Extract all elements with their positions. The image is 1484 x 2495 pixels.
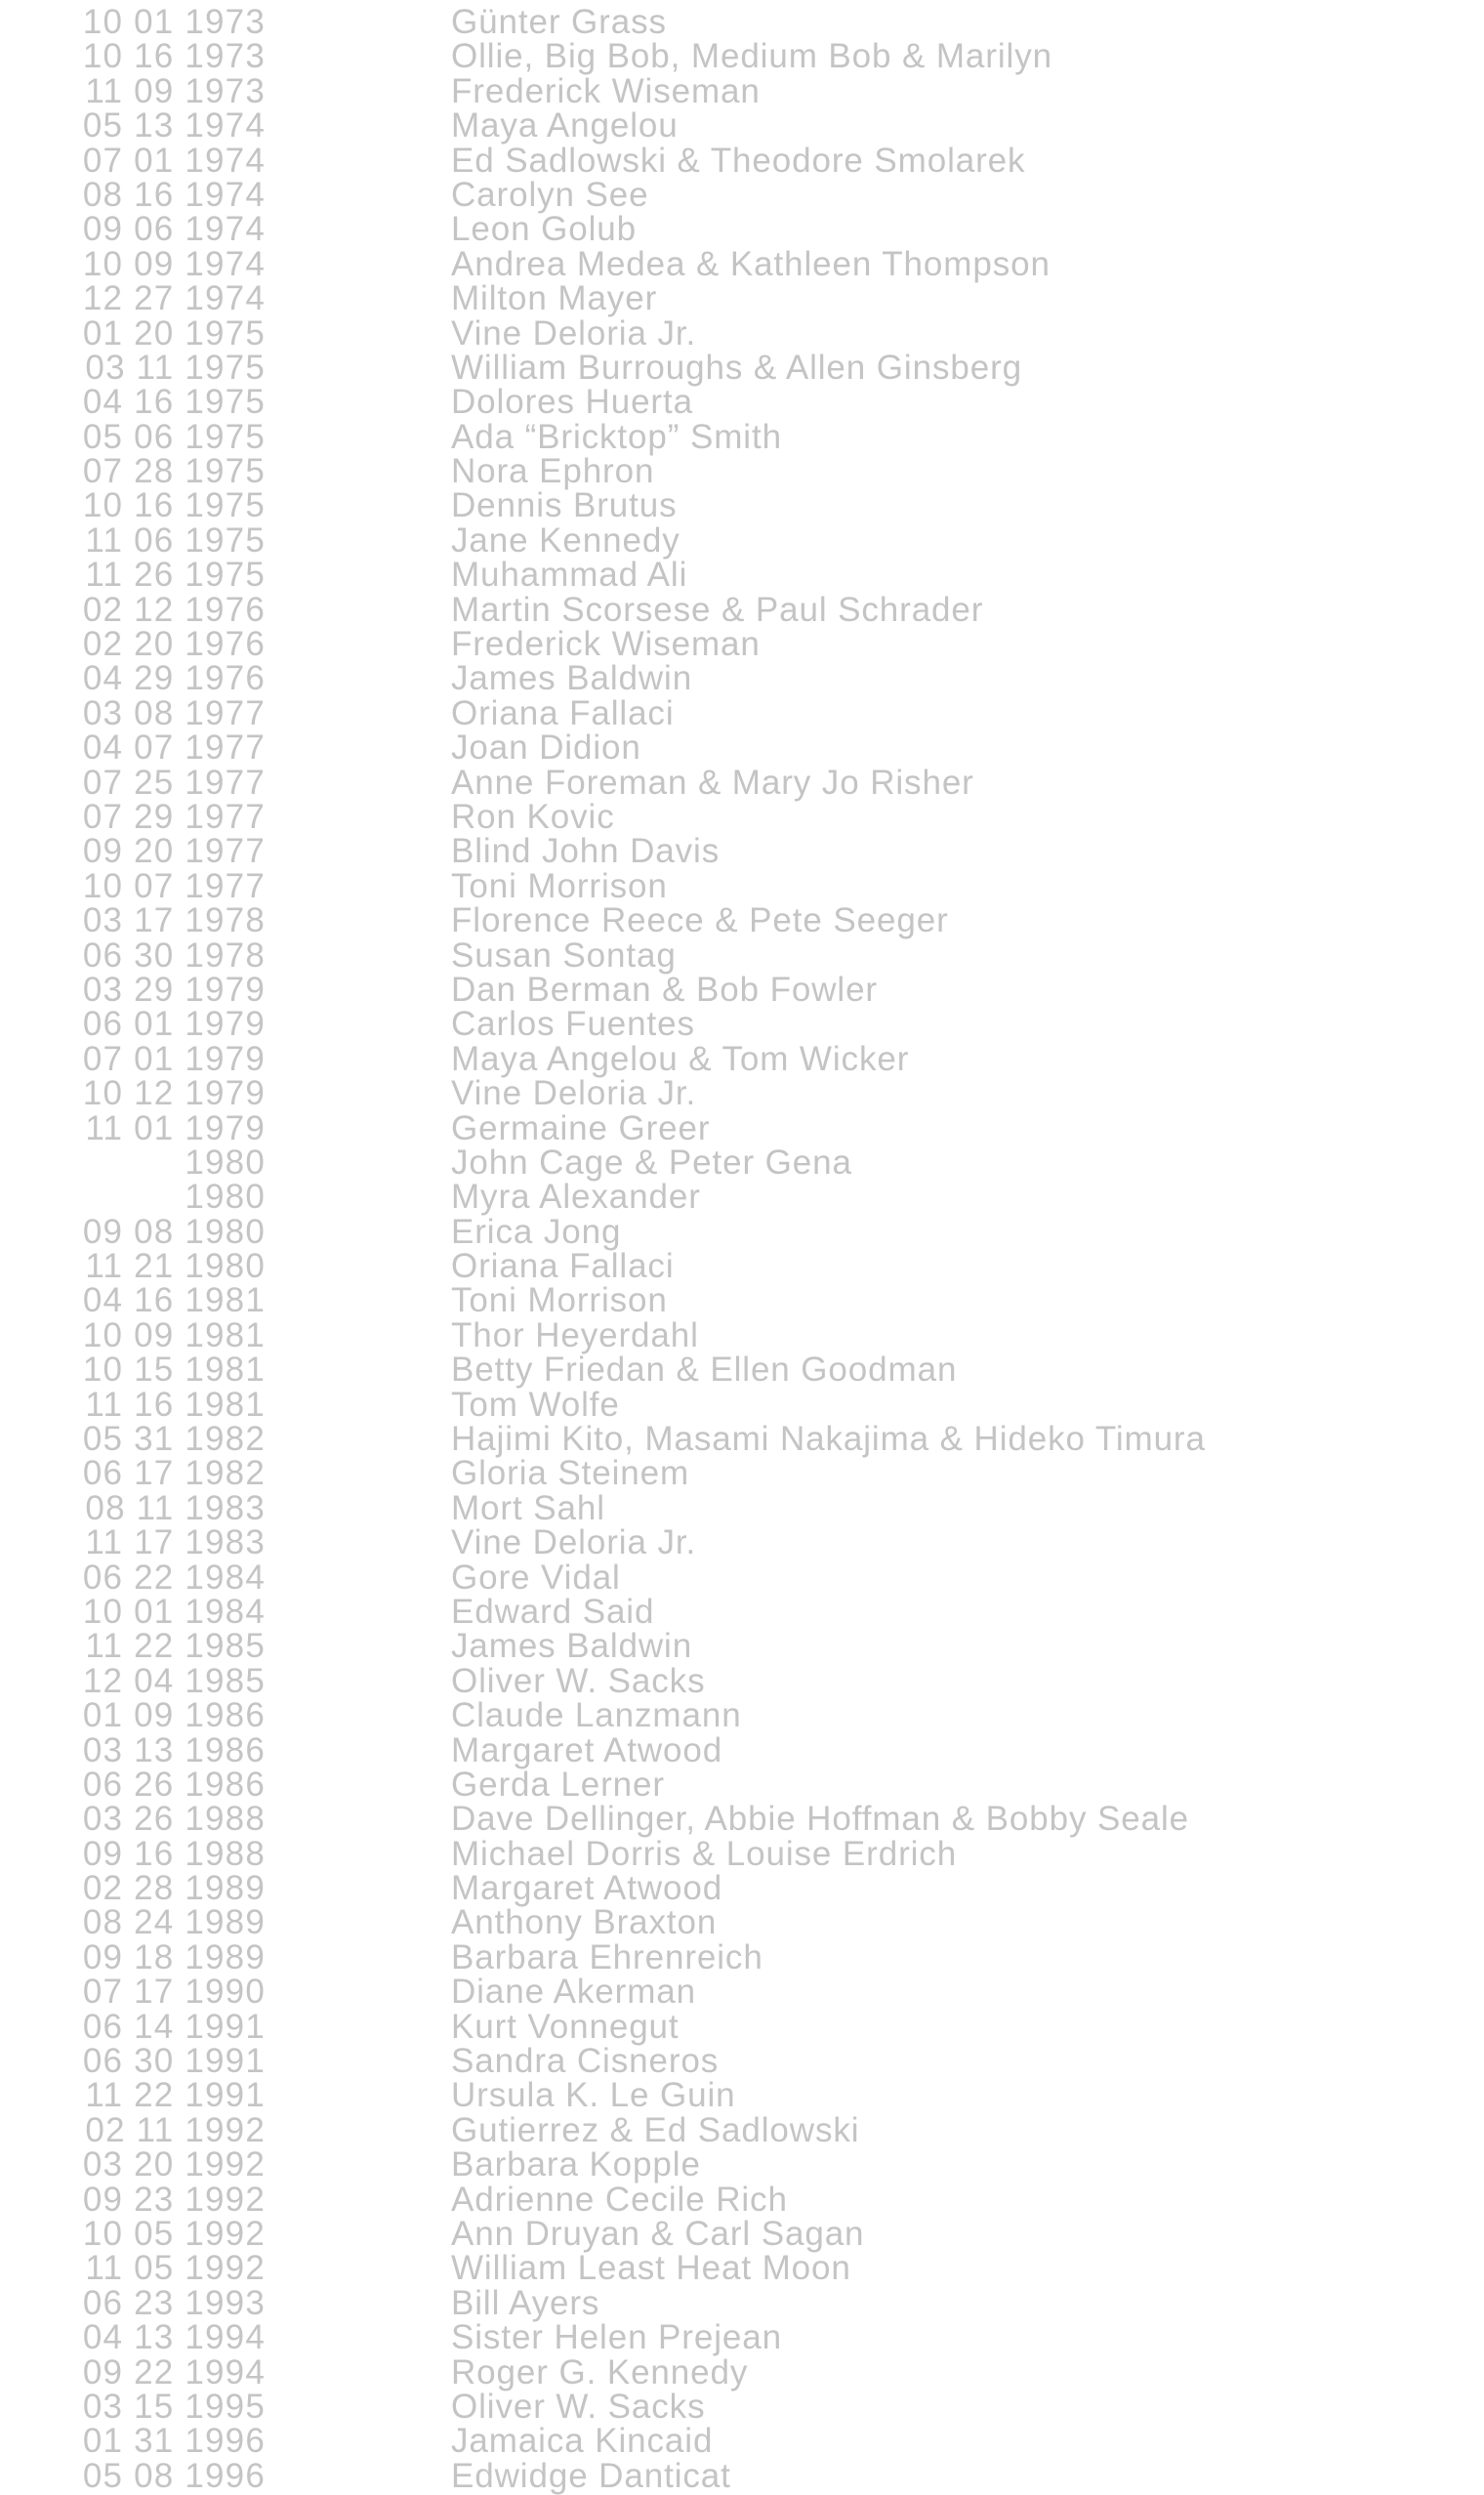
list-item xyxy=(0,2042,1484,2081)
event-name: Sister Helen Prejean xyxy=(451,2318,782,2357)
list-item xyxy=(0,1903,1484,1942)
event-date: 11 21 1980 xyxy=(85,1247,266,1286)
event-name: Thor Heyerdahl xyxy=(451,1315,699,1354)
event-date: 07 28 1975 xyxy=(82,452,266,491)
list-item xyxy=(0,625,1484,664)
event-name: Blind John Davis xyxy=(451,832,721,871)
event-date: 11 17 1983 xyxy=(85,1523,266,1562)
event-date: 07 29 1977 xyxy=(82,797,266,836)
event-date: 04 29 1976 xyxy=(82,659,266,698)
list-item xyxy=(0,728,1484,768)
list-item xyxy=(0,1869,1484,1908)
event-date: 08 24 1989 xyxy=(82,1903,266,1942)
event-date: 06 22 1984 xyxy=(82,1558,266,1597)
list-item xyxy=(0,106,1484,146)
event-date: 10 05 1992 xyxy=(82,2215,266,2253)
list-item xyxy=(0,970,1484,1009)
event-date: 06 01 1979 xyxy=(82,1005,266,1044)
event-date: 10 01 1973 xyxy=(82,3,266,41)
event-name: Barbara Ehrenreich xyxy=(451,1937,763,1976)
event-name: Gutierrez & Ed Sadlowski xyxy=(451,2110,860,2149)
event-name: Ann Druyan & Carl Sagan xyxy=(451,2215,865,2253)
event-name: Betty Friedan & Ellen Goodman xyxy=(451,1351,958,1390)
event-name: Germaine Greer xyxy=(451,1108,711,1147)
event-date: 10 09 1981 xyxy=(82,1315,266,1354)
event-date: 08 16 1974 xyxy=(82,175,266,214)
event-name: Claude Lanzmann xyxy=(451,1696,742,1735)
list-item xyxy=(0,37,1484,76)
event-date: 02 28 1989 xyxy=(82,1869,266,1908)
event-date: 1980 xyxy=(185,1143,266,1182)
event-date: 09 18 1989 xyxy=(82,1937,266,1976)
event-date: 06 30 1978 xyxy=(82,936,266,975)
event-name: Gore Vidal xyxy=(451,1558,621,1597)
event-name: Susan Sontag xyxy=(451,936,677,975)
list-item xyxy=(0,1937,1484,1976)
list-item xyxy=(0,2318,1484,2357)
event-name: Bill Ayers xyxy=(451,2283,600,2322)
list-item xyxy=(0,1145,1484,1180)
event-name: Margaret Atwood xyxy=(451,1869,723,1908)
event-name: Nora Ephron xyxy=(451,452,655,491)
list-item xyxy=(0,2007,1484,2046)
event-date: 1980 xyxy=(185,1178,266,1217)
list-item xyxy=(0,797,1484,836)
event-date: 03 26 1988 xyxy=(82,1800,266,1839)
event-name: Martin Scorsese & Paul Schrader xyxy=(451,590,984,629)
event-date: 03 11 1975 xyxy=(85,348,266,387)
event-date: 10 12 1979 xyxy=(82,1074,266,1113)
event-name: Leon Golub xyxy=(451,210,637,249)
event-name: James Baldwin xyxy=(451,1627,693,1666)
event-date: 06 14 1991 xyxy=(82,2007,266,2046)
list-item xyxy=(0,1834,1484,1873)
event-name: Ada “Bricktop” Smith xyxy=(451,417,782,456)
event-date: 03 20 1992 xyxy=(82,2145,266,2184)
event-name: Ursula K. Le Guin xyxy=(451,2076,736,2115)
event-name: Diane Akerman xyxy=(451,1973,696,2012)
event-date: 11 06 1975 xyxy=(85,520,266,560)
list-item xyxy=(0,1767,1484,1802)
event-date: 12 27 1974 xyxy=(82,279,266,318)
event-name: Milton Mayer xyxy=(451,279,658,318)
event-name: Dennis Brutus xyxy=(451,486,678,525)
event-date: 12 04 1985 xyxy=(82,1661,266,1700)
list-item xyxy=(0,938,1484,973)
event-date: 05 13 1974 xyxy=(82,106,266,146)
event-name: Muhammad Ali xyxy=(451,556,688,595)
list-item xyxy=(0,659,1484,698)
event-date: 11 01 1979 xyxy=(85,1108,266,1147)
event-name: Barbara Kopple xyxy=(451,2145,701,2184)
list-item xyxy=(0,1247,1484,1286)
list-item xyxy=(0,1315,1484,1354)
list-item xyxy=(0,1074,1484,1113)
event-name: William Least Heat Moon xyxy=(451,2249,851,2288)
event-name: Frederick Wiseman xyxy=(451,71,761,110)
list-item xyxy=(0,2249,1484,2288)
list-item xyxy=(0,2387,1484,2426)
event-date: 11 22 1991 xyxy=(85,2076,266,2115)
event-date: 03 15 1995 xyxy=(82,2387,266,2426)
event-date: 02 11 1992 xyxy=(85,2110,266,2149)
list-item xyxy=(0,2283,1484,2322)
event-date: 10 01 1984 xyxy=(82,1592,266,1631)
event-date: 11 05 1992 xyxy=(85,2249,266,2288)
event-name: Andrea Medea & Kathleen Thompson xyxy=(451,244,1051,283)
event-name: Oriana Fallaci xyxy=(451,693,675,732)
event-date: 10 07 1977 xyxy=(82,866,266,905)
event-date: 10 16 1973 xyxy=(82,37,266,76)
event-date: 10 15 1981 xyxy=(82,1351,266,1390)
event-name: Günter Grass xyxy=(451,3,667,41)
event-name: James Baldwin xyxy=(451,659,693,698)
event-date: 09 08 1980 xyxy=(82,1212,266,1251)
list-item xyxy=(0,1661,1484,1700)
event-name: Adrienne Cecile Rich xyxy=(451,2180,788,2219)
event-name: William Burroughs & Allen Ginsberg xyxy=(451,348,1022,387)
event-date: 03 29 1979 xyxy=(82,970,266,1009)
list-item xyxy=(0,1351,1484,1390)
event-name: Toni Morrison xyxy=(451,1281,668,1320)
event-name: Oriana Fallaci xyxy=(451,1247,675,1286)
event-date: 01 31 1996 xyxy=(82,2422,266,2461)
event-name: Ollie, Big Bob, Medium Bob & Marilyn xyxy=(451,37,1052,76)
list-item xyxy=(0,1385,1484,1424)
event-name: Michael Dorris & Louise Erdrich xyxy=(451,1834,958,1873)
event-name: Myra Alexander xyxy=(451,1178,701,1217)
event-name: Sandra Cisneros xyxy=(451,2042,720,2081)
event-name: Gloria Steinem xyxy=(451,1454,690,1493)
list-item xyxy=(0,1212,1484,1251)
event-date: 09 22 1994 xyxy=(82,2352,266,2391)
list-item xyxy=(0,452,1484,491)
event-date: 09 20 1977 xyxy=(82,832,266,871)
list-item xyxy=(0,348,1484,387)
event-name: Edward Said xyxy=(451,1592,655,1631)
event-name: Anthony Braxton xyxy=(451,1903,718,1942)
list-item xyxy=(0,2180,1484,2219)
list-item xyxy=(0,520,1484,560)
list-item xyxy=(0,175,1484,214)
list-item xyxy=(0,486,1484,525)
list-item xyxy=(0,832,1484,871)
list-item xyxy=(0,1973,1484,2012)
event-date: 04 07 1977 xyxy=(82,728,266,768)
list-item xyxy=(0,1488,1484,1527)
event-name: Maya Angelou & Tom Wicker xyxy=(451,1039,910,1078)
event-date: 03 17 1978 xyxy=(82,901,266,940)
event-date: 07 01 1974 xyxy=(82,141,266,180)
event-list xyxy=(0,5,1484,2493)
event-date: 11 22 1985 xyxy=(85,1627,266,1666)
event-date: 08 11 1983 xyxy=(85,1488,266,1527)
event-date: 03 08 1977 xyxy=(82,693,266,732)
list-item xyxy=(0,556,1484,595)
event-date: 10 16 1975 xyxy=(82,486,266,525)
event-name: John Cage & Peter Gena xyxy=(451,1143,852,1182)
event-date: 03 13 1986 xyxy=(82,1730,266,1769)
list-item xyxy=(0,1627,1484,1666)
event-name: Mort Sahl xyxy=(451,1488,605,1527)
event-name: Tom Wolfe xyxy=(451,1385,620,1424)
event-name: Vine Deloria Jr. xyxy=(451,1523,697,1562)
list-item xyxy=(0,2217,1484,2251)
event-date: 05 31 1982 xyxy=(82,1420,266,1459)
event-name: Jamaica Kincaid xyxy=(451,2422,714,2461)
event-name: Toni Morrison xyxy=(451,866,668,905)
list-item xyxy=(0,2422,1484,2461)
event-name: Kurt Vonnegut xyxy=(451,2007,680,2046)
list-item xyxy=(0,71,1484,110)
event-date: 09 23 1992 xyxy=(82,2180,266,2219)
list-item xyxy=(0,2147,1484,2182)
event-date: 11 16 1981 xyxy=(85,1385,266,1424)
event-date: 06 17 1982 xyxy=(82,1454,266,1493)
event-name: Vine Deloria Jr. xyxy=(451,313,697,353)
event-date: 02 20 1976 xyxy=(82,625,266,664)
list-item xyxy=(0,1454,1484,1493)
event-name: Dave Dellinger, Abbie Hoffman & Bobby Seale xyxy=(451,1800,1189,1839)
list-item xyxy=(0,2456,1484,2495)
event-name: Anne Foreman & Mary Jo Risher xyxy=(451,763,974,802)
event-name: Vine Deloria Jr. xyxy=(451,1074,697,1113)
list-item xyxy=(0,244,1484,283)
list-item xyxy=(0,1523,1484,1562)
list-item xyxy=(0,693,1484,732)
event-date: 02 12 1976 xyxy=(82,590,266,629)
event-name: Margaret Atwood xyxy=(451,1730,723,1769)
event-date: 01 20 1975 xyxy=(82,313,266,353)
event-name: Carolyn See xyxy=(451,175,649,214)
event-date: 04 13 1994 xyxy=(82,2318,266,2357)
list-item xyxy=(0,279,1484,318)
event-name: Ron Kovic xyxy=(451,797,615,836)
list-item xyxy=(0,866,1484,905)
list-item xyxy=(0,590,1484,629)
list-item xyxy=(0,5,1484,39)
list-item xyxy=(0,1560,1484,1595)
event-name: Dolores Huerta xyxy=(451,383,693,422)
list-item xyxy=(0,1108,1484,1147)
event-name: Carlos Fuentes xyxy=(451,1005,695,1044)
event-name: Ed Sadlowski & Theodore Smolarek xyxy=(451,141,1026,180)
list-item xyxy=(0,763,1484,802)
event-name: Edwidge Danticat xyxy=(451,2456,731,2495)
event-name: Hajimi Kito, Masami Nakajima & Hideko Timura xyxy=(451,1420,1206,1459)
event-name: Jane Kennedy xyxy=(451,520,680,560)
list-item xyxy=(0,2110,1484,2149)
event-name: Oliver W. Sacks xyxy=(451,2387,706,2426)
event-date: 07 17 1990 xyxy=(82,1973,266,2012)
list-item xyxy=(0,1730,1484,1769)
list-item xyxy=(0,2352,1484,2391)
event-name: Maya Angelou xyxy=(451,106,679,146)
list-item xyxy=(0,1178,1484,1217)
event-date: 06 23 1993 xyxy=(82,2283,266,2322)
event-name: Dan Berman & Bob Fowler xyxy=(451,970,878,1009)
list-item xyxy=(0,1696,1484,1735)
event-date: 04 16 1975 xyxy=(82,383,266,422)
event-name: Frederick Wiseman xyxy=(451,625,761,664)
list-item xyxy=(0,1592,1484,1631)
event-date: 11 09 1973 xyxy=(85,71,266,110)
list-item xyxy=(0,383,1484,422)
list-item xyxy=(0,2076,1484,2115)
list-item xyxy=(0,210,1484,249)
list-item xyxy=(0,1005,1484,1044)
event-date: 04 16 1981 xyxy=(82,1281,266,1320)
list-item xyxy=(0,1281,1484,1320)
list-item xyxy=(0,1039,1484,1078)
event-date: 06 26 1986 xyxy=(82,1765,266,1804)
event-date: 11 26 1975 xyxy=(85,556,266,595)
event-date: 07 01 1979 xyxy=(82,1039,266,1078)
list-item xyxy=(0,141,1484,180)
event-name: Gerda Lerner xyxy=(451,1765,665,1804)
event-date: 05 06 1975 xyxy=(82,417,266,456)
event-name: Oliver W. Sacks xyxy=(451,1661,706,1700)
list-item xyxy=(0,417,1484,456)
event-name: Erica Jong xyxy=(451,1212,622,1251)
event-name: Joan Didion xyxy=(451,728,641,768)
event-name: Florence Reece & Pete Seeger xyxy=(451,901,949,940)
event-date: 09 16 1988 xyxy=(82,1834,266,1873)
event-date: 05 08 1996 xyxy=(82,2456,266,2495)
event-name: Roger G. Kennedy xyxy=(451,2352,749,2391)
event-date: 07 25 1977 xyxy=(82,763,266,802)
list-item xyxy=(0,1420,1484,1459)
event-date: 09 06 1974 xyxy=(82,210,266,249)
list-item xyxy=(0,901,1484,940)
list-item xyxy=(0,1800,1484,1839)
event-date: 01 09 1986 xyxy=(82,1696,266,1735)
event-date: 06 30 1991 xyxy=(82,2042,266,2081)
event-date: 10 09 1974 xyxy=(82,244,266,283)
list-item xyxy=(0,313,1484,353)
